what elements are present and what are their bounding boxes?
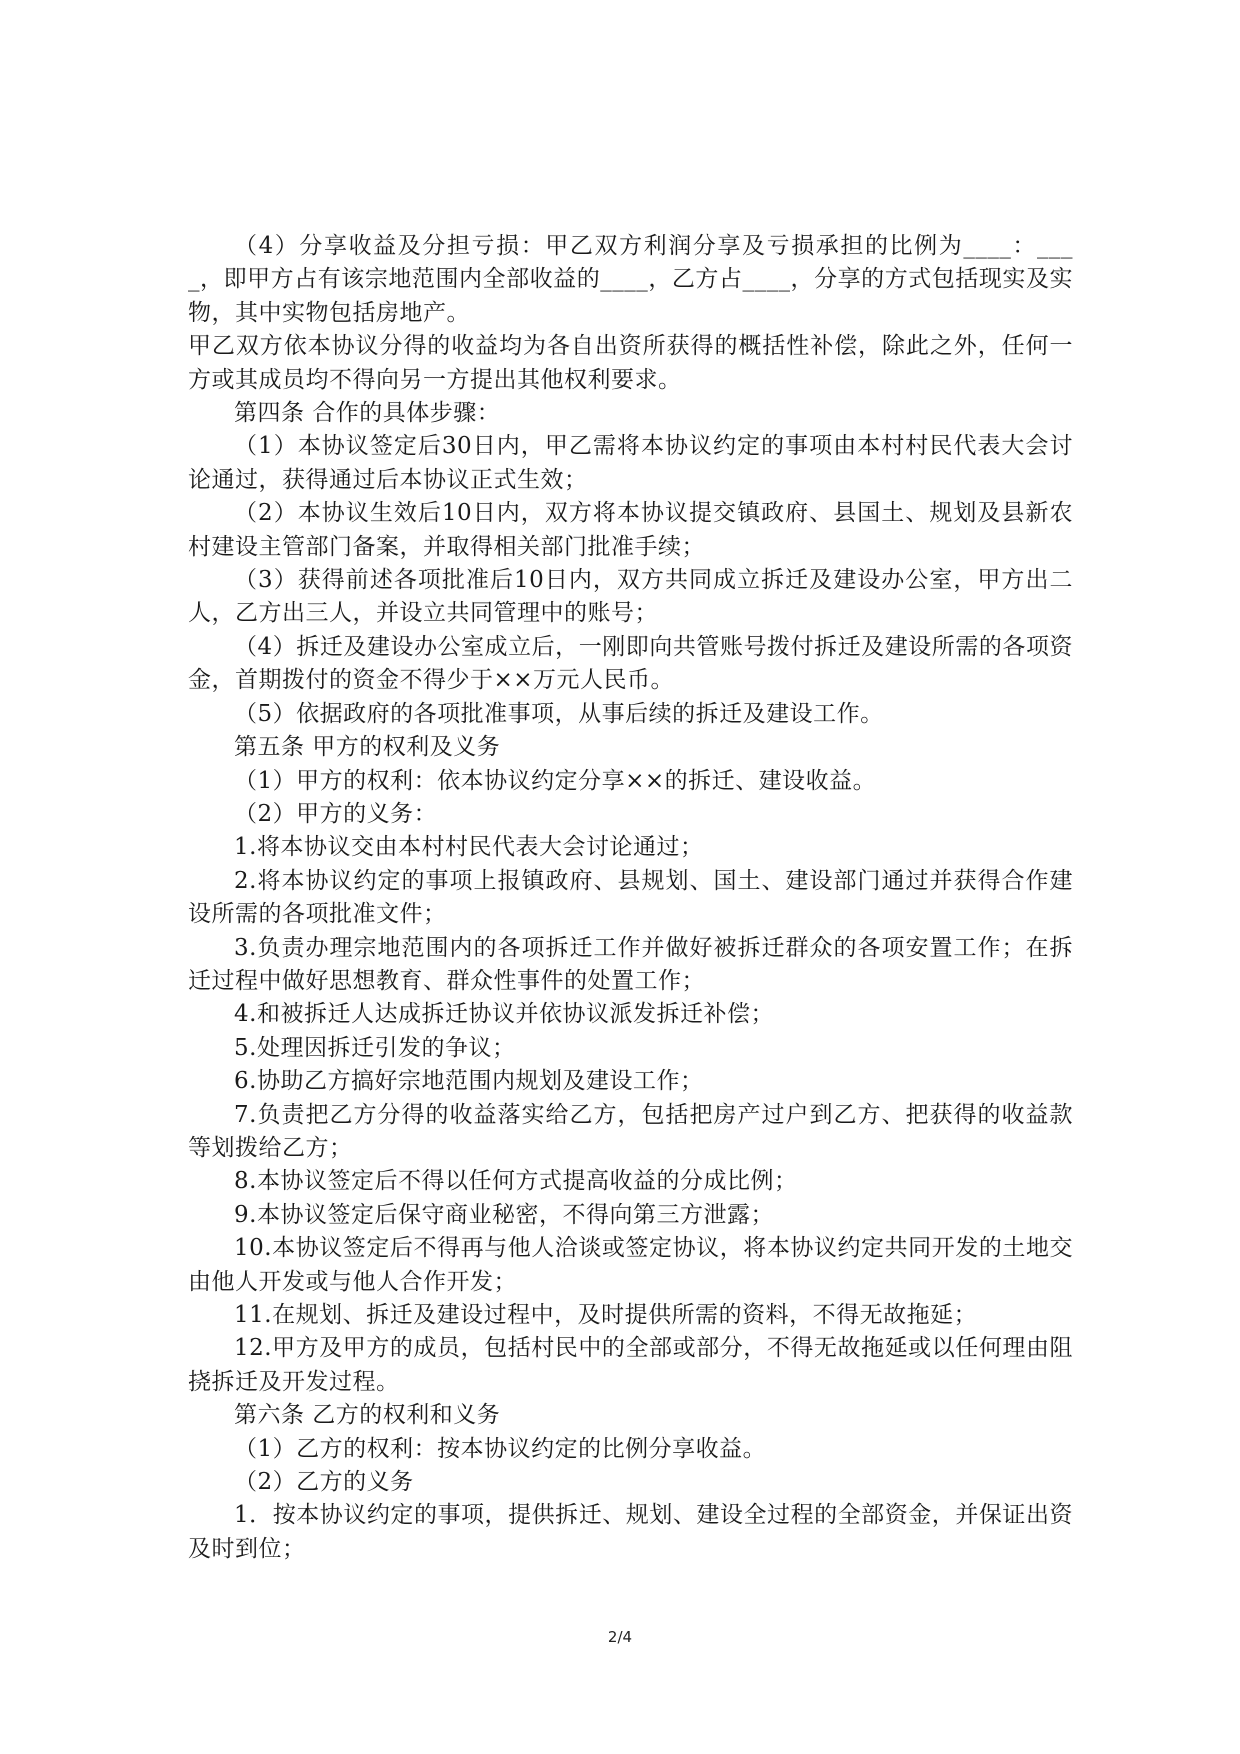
article-4-item-4: （4）拆迁及建设办公室成立后，一刚即向共管账号拨付拆迁及建设所需的各项资金，首期拨付的资金不得少于××万元人民币。 bbox=[188, 633, 1073, 694]
article-5-duty-8: 8.本协议签定后不得以任何方式提高收益的分成比例； bbox=[234, 1168, 798, 1195]
paragraph-compensation: 甲乙双方依本协议分得的收益均为各自出资所获得的概括性补偿，除此之外，任何一方或其成员均不得向另一方提出其他权利要求。 bbox=[188, 333, 1073, 393]
article-4-item-1: （1）本协议签定后30日内，甲乙需将本协议约定的事项由本村村民代表大会讨论通过，获得通过后本协议正式生效； bbox=[188, 433, 1073, 493]
document-body bbox=[188, 230, 1073, 1566]
article-5-duty-4: 4.和被拆迁人达成拆迁协议并依协议派发拆迁补偿； bbox=[234, 1001, 774, 1028]
article-5-duty-10: 10.本协议签定后不得再与他人洽谈或签定协议，将本协议约定共同开发的土地交由他人开发或与他人合作开发； bbox=[188, 1235, 1073, 1295]
article-4-item-3: （3）获得前述各项批准后10日内，双方共同成立拆迁及建设办公室，甲方出二人，乙方出三人，并设立共同管理中的账号； bbox=[188, 567, 1073, 627]
article-5-duty-12: 12.甲方及甲方的成员，包括村民中的全部或部分，不得无故拖延或以任何理由阻挠拆迁及开发过程。 bbox=[188, 1335, 1073, 1395]
article-6-duties-heading: （2）乙方的义务 bbox=[234, 1469, 414, 1496]
paragraph-profit-sharing: （4）分享收益及分担亏损：甲乙双方利润分享及亏损承担的比例为____：____，即甲方占有该宗地范围内全部收益的____，乙方占____，分享的方式包括现实及实物，其中实物包括房地产。 bbox=[188, 233, 1073, 326]
article-5-heading: 第五条 甲方的权利及义务 bbox=[234, 734, 501, 761]
article-5-duty-3: 3.负责办理宗地范围内的各项拆迁工作并做好被拆迁群众的各项安置工作；在拆迁过程中做好思想教育、群众性事件的处置工作； bbox=[188, 934, 1073, 994]
article-5-duty-9: 9.本协议签定后保守商业秘密，不得向第三方泄露； bbox=[234, 1201, 774, 1228]
article-5-rights: （1）甲方的权利：依本协议约定分享××的拆迁、建设收益。 bbox=[234, 767, 877, 794]
article-4-item-5: （5）依据政府的各项批准事项，从事后续的拆迁及建设工作。 bbox=[234, 700, 884, 727]
article-5-duty-2: 2.将本协议约定的事项上报镇政府、县规划、国土、建设部门通过并获得合作建设所需的各项批准文件； bbox=[188, 867, 1073, 928]
article-5-duty-1: 1.将本协议交由本村村民代表大会讨论通过； bbox=[234, 834, 704, 861]
article-5-duty-11: 11.在规划、拆迁及建设过程中，及时提供所需的资料，不得无故拖延； bbox=[234, 1302, 978, 1328]
article-5-duty-5: 5.处理因拆迁引发的争议； bbox=[234, 1034, 516, 1061]
article-6-heading: 第六条 乙方的权利和义务 bbox=[234, 1402, 501, 1429]
page-number: 2/4 bbox=[607, 1628, 633, 1646]
article-5-duty-7: 7.负责把乙方分得的收益落实给乙方，包括把房产过户到乙方、把获得的收益款等划拨给乙方； bbox=[188, 1101, 1073, 1161]
article-6-duty-1: 1．按本协议约定的事项，提供拆迁、规划、建设全过程的全部资金，并保证出资及时到位； bbox=[188, 1502, 1073, 1562]
article-5-duty-6: 6.协助乙方搞好宗地范围内规划及建设工作； bbox=[234, 1068, 704, 1095]
article-4-heading: 第四条 合作的具体步骤： bbox=[234, 400, 501, 427]
article-5-duties-heading: （2）甲方的义务： bbox=[234, 800, 438, 827]
article-6-rights: （1）乙方的权利：按本协议约定的比例分享收益。 bbox=[234, 1435, 767, 1462]
article-4-item-2: （2）本协议生效后10日内，双方将本协议提交镇政府、县国土、规划及县新农村建设主管部门备案，并取得相关部门批准手续； bbox=[188, 500, 1073, 560]
